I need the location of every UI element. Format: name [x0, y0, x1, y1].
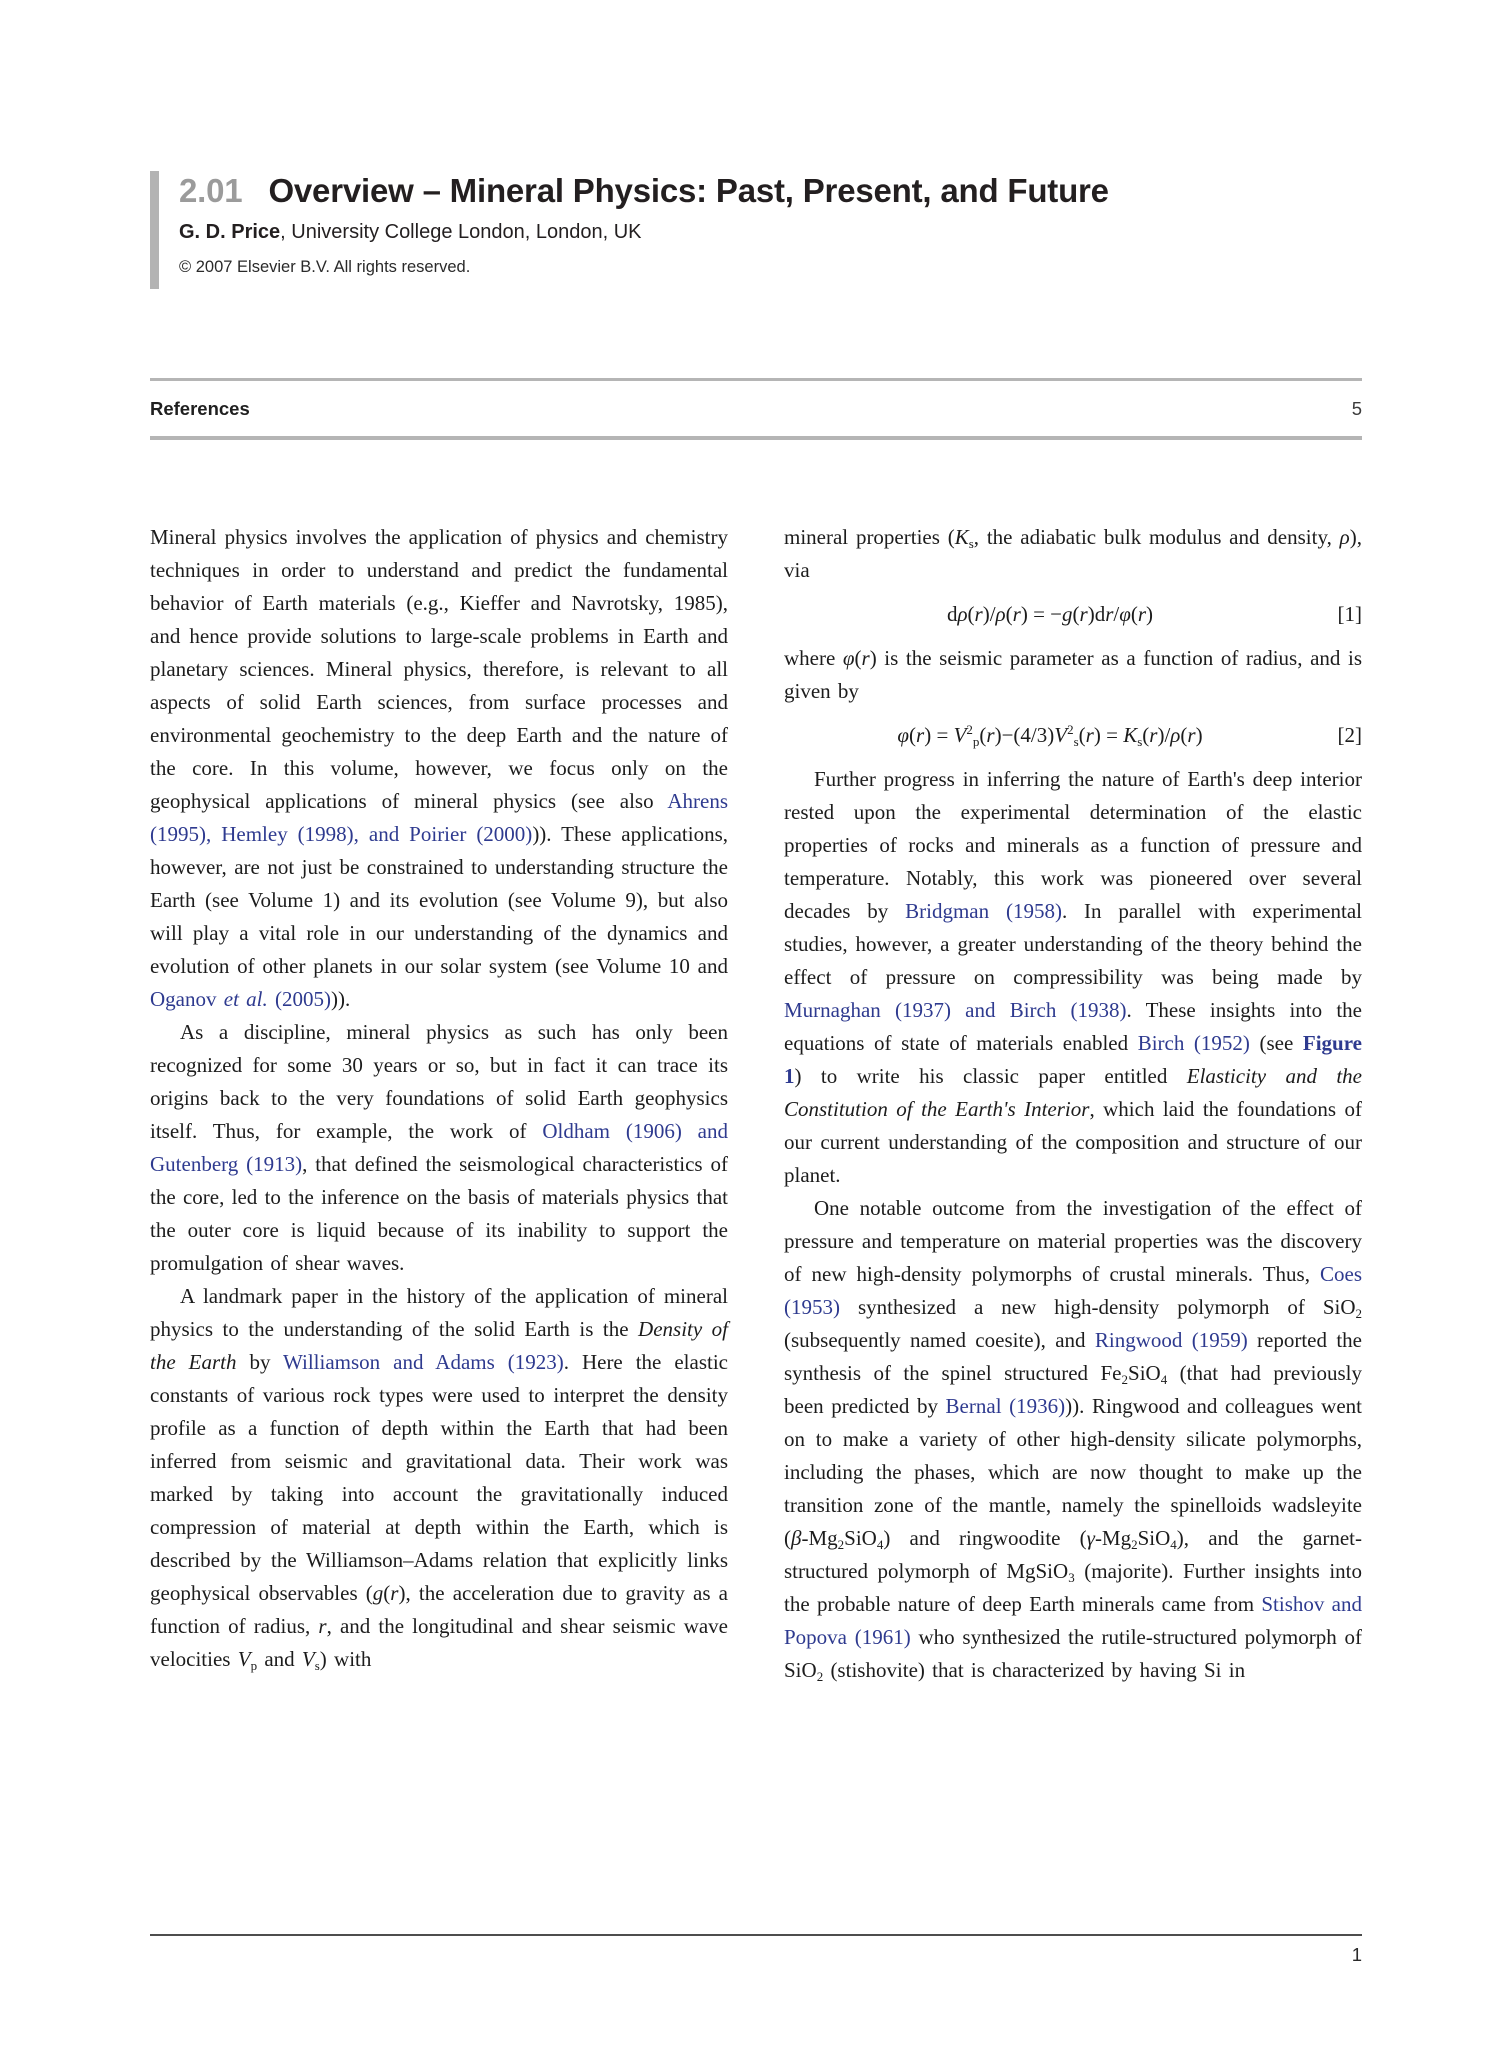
text-run: 2: [1121, 1372, 1129, 1387]
text-run: g: [372, 1581, 384, 1605]
text-run: d: [946, 602, 958, 626]
text-run: . These insights into the equations of state of materials enabled: [784, 998, 1362, 1055]
paragraph: [150, 1280, 728, 1676]
text-run: )).: [331, 987, 351, 1011]
right-column: [784, 521, 1362, 1687]
text-run: ): [1195, 723, 1203, 747]
footer-rule: [150, 1934, 1362, 1936]
text-run: r: [1187, 723, 1196, 747]
text-run: ), via: [784, 525, 1362, 582]
text-run: V: [237, 1647, 251, 1671]
text-run: SiO: [1137, 1526, 1171, 1550]
text-run: mineral properties (: [784, 525, 955, 549]
citation-link[interactable]: Oldham (1906) and Gutenberg (1913): [150, 1119, 728, 1176]
equation-number: [2]: [1337, 723, 1362, 747]
text-run: SiO: [1128, 1361, 1161, 1385]
text-run: , which laid the foundations of our current understanding of the composition and structure of our planet.: [784, 1097, 1362, 1187]
page-number: 1: [1351, 1944, 1362, 1965]
citation-link[interactable]: Williamson and Adams (1923): [283, 1350, 564, 1374]
text-run: (: [1078, 723, 1086, 747]
text-run: r: [986, 723, 995, 747]
text-run: s: [314, 1658, 320, 1673]
text-run: r: [1105, 602, 1114, 626]
text-run: ) with: [319, 1647, 372, 1671]
citation-link[interactable]: Murnaghan (1937) and Birch (1938): [784, 998, 1127, 1022]
equation-body: [784, 598, 1316, 631]
text-run: 2: [837, 1537, 845, 1552]
text-run: (stishovite) that is characterized by having Si in: [823, 1658, 1246, 1682]
citation-link[interactable]: Coes (1953): [784, 1262, 1362, 1319]
paragraph: [150, 1016, 728, 1280]
text-run: (subsequently named coesite), and: [784, 1328, 1095, 1352]
chapter-accent-bar: [150, 171, 159, 289]
text-run: 3: [1068, 1570, 1075, 1585]
text-run: who synthesized the rutile-structured polymorph of SiO: [784, 1625, 1362, 1682]
text-run: (see: [1249, 1031, 1303, 1055]
chapter-header-text: [159, 171, 1109, 289]
text-run: 4: [1170, 1537, 1177, 1552]
equation: [784, 719, 1362, 752]
text-run: 4: [1160, 1372, 1168, 1387]
text-run: ) =: [924, 723, 954, 747]
text-run: r: [1085, 723, 1094, 747]
text-run: ) to write his classic paper entitled: [794, 1064, 1187, 1088]
text-run: . Here the elastic constants of various rock types were used to interpret the density profile as a function of depth within the Earth that had been inferred from seismic and gravitational data. Their work was marked by taking into account the gravitationally induced compression of material at depth within the Earth, which is described by the Williamson–Adams relation that explicitly links geophysical observables (: [150, 1350, 728, 1605]
citation-link[interactable]: Ringwood (1959): [1094, 1328, 1248, 1352]
citation-link[interactable]: Ahrens (1995), Hemley (1998), and Poirier (2000): [150, 789, 728, 846]
text-run: One notable outcome from the investigation of the effect of pressure and temperature on material properties was the discovery of new high-density polymorphs of crustal minerals. Thus,: [784, 1196, 1362, 1286]
chapter-title-line: [179, 171, 1109, 211]
text-run: by: [236, 1350, 284, 1374]
text-run: K: [954, 525, 969, 549]
text-run: K: [1123, 723, 1138, 747]
text-run: , that defined the seismological characteristics of the core, led to the inference on the basis of materials physics that the outer core is liquid because of its inability to support the promulgation of shear waves.: [150, 1152, 728, 1275]
citation-link[interactable]: (2005): [267, 987, 331, 1011]
text-run: ) is the seismic parameter as a function of radius, and is given by: [784, 646, 1362, 703]
text-run: (: [909, 723, 917, 747]
text-run: ), the acceleration due to gravity as a function of radius,: [150, 1581, 728, 1638]
paragraph: [784, 642, 1362, 708]
text-run: 2: [1355, 1306, 1362, 1321]
text-run: where: [784, 646, 843, 670]
text-run: φ: [842, 646, 855, 670]
text-run: (: [1180, 723, 1188, 747]
text-run: Further progress in inferring the nature of Earth's deep interior rested upon the experimental determination of the elastic properties of rocks and minerals as a function of pressure and temperature. Notably, this work was pioneered over several decades by: [784, 767, 1362, 923]
copyright-line: © 2007 Elsevier B.V. All rights reserved.: [179, 257, 471, 276]
text-run: ρ: [995, 602, 1006, 626]
text-run: 2: [1067, 722, 1074, 737]
text-run: )). Ringwood and colleagues went on to make a variety of other high-density silicate polymorphs, including the phases, which are now thought to make up the transition zone of the mantle, namely the spinelloids wadsleyite (: [784, 1394, 1362, 1550]
text-run: r: [318, 1614, 327, 1638]
citation-link[interactable]: Birch (1952): [1137, 1031, 1250, 1055]
text-run: g: [1062, 602, 1073, 626]
text-run: φ: [897, 723, 910, 747]
text-run: r: [1079, 602, 1088, 626]
text-run: , the adiabatic bulk modulus and density,: [973, 525, 1340, 549]
author-line: [179, 221, 1109, 244]
text-run: )/: [1157, 723, 1171, 747]
text-run: r: [1149, 723, 1158, 747]
text-run: Elasticity and the Constitution of the Earth's Interior: [784, 1064, 1362, 1121]
text-run: (: [383, 1581, 391, 1605]
paragraph: [784, 1192, 1362, 1687]
text-run: (: [1142, 723, 1150, 747]
text-run: V: [301, 1647, 315, 1671]
text-run: p: [972, 734, 980, 749]
text-run: γ: [1086, 1526, 1095, 1550]
equation-number: [1]: [1337, 602, 1362, 626]
text-run: ): [1146, 602, 1154, 626]
text-run: Density of the Earth: [150, 1317, 729, 1374]
citation-link[interactable]: Stishov and Popova (1961): [784, 1592, 1363, 1649]
text-run: r: [974, 602, 983, 626]
text-run: . In parallel with experimental studies, however, a greater understanding of the theory behind the effect of pressure on compressibility was being made by: [784, 899, 1362, 989]
text-run: r: [1137, 602, 1147, 626]
equation: [784, 598, 1362, 631]
text-run: )). These applications, however, are not just be constrained to understanding structure the Earth (see Volume 1) and its evolution (see Volume 9), but also will play a vital role in our understanding of the dynamics and evolution of other planets in our solar system (see Volume 10 and: [150, 822, 728, 978]
text-run: )d: [1087, 602, 1106, 626]
chapter-header: [150, 171, 1362, 289]
citation-link[interactable]: Bridgman (1958): [905, 899, 1062, 923]
text-run: ) =: [1093, 723, 1124, 747]
page-footer: [150, 1934, 1362, 1966]
text-run: φ: [1119, 602, 1131, 626]
paragraph: [784, 763, 1362, 1192]
figure-link[interactable]: Figure 1: [784, 1031, 1362, 1088]
text-run: , and the longitudinal and shear seismic wave velocities: [150, 1614, 728, 1671]
text-run: r: [1012, 602, 1021, 626]
text-run: (: [1072, 602, 1080, 626]
text-run: )−(4/3): [994, 723, 1055, 747]
text-run: (: [1130, 602, 1138, 626]
author-affiliation: , University College London, London, UK: [280, 220, 642, 243]
text-run: )/: [982, 602, 996, 626]
page-title: Overview – Mineral Physics: Past, Present, and Future: [268, 172, 1109, 209]
equation-body: [784, 719, 1316, 752]
text-run: A landmark paper in the history of the application of mineral physics to the understanding of the solid Earth is the: [150, 1284, 728, 1341]
text-run: ), and the garnet-structured polymorph of MgSiO: [784, 1526, 1363, 1583]
text-run: r: [916, 723, 925, 747]
text-run: (: [1005, 602, 1013, 626]
text-run: V: [953, 723, 967, 747]
text-run: r: [861, 646, 870, 670]
citation-link[interactable]: Bernal (1936): [945, 1394, 1066, 1418]
paragraph: [150, 521, 728, 1016]
text-run: 2: [1131, 1537, 1138, 1552]
text-run: (: [979, 723, 987, 747]
text-run: β: [791, 1526, 802, 1550]
toc-entry-page-number: 5: [1351, 397, 1362, 419]
text-run: 2: [816, 1669, 824, 1684]
text-run: p: [250, 1658, 258, 1673]
text-run: synthesized a new high-density polymorph of SiO: [840, 1295, 1356, 1319]
text-run: V: [1054, 723, 1068, 747]
text-run: (: [854, 646, 862, 670]
text-run: 2: [966, 722, 973, 737]
text-run: r: [390, 1581, 399, 1605]
paragraph: [784, 521, 1362, 587]
text-run: (majorite). Further insights into the probable nature of deep Earth minerals came from: [784, 1559, 1363, 1616]
text-run: SiO: [844, 1526, 877, 1550]
text-run: -Mg: [801, 1526, 838, 1550]
text-run: s: [1137, 734, 1143, 749]
text-run: (that had previously been predicted by: [784, 1361, 1362, 1418]
text-run: ρ: [1170, 723, 1181, 747]
text-run: /: [1113, 602, 1120, 626]
text-run: ) and ringwoodite (: [883, 1526, 1087, 1550]
author-name: G. D. Price: [179, 220, 281, 243]
contents-entry-row[interactable]: [150, 378, 1362, 440]
text-run: -Mg: [1094, 1526, 1132, 1550]
citation-link[interactable]: et al.: [223, 987, 268, 1011]
text-run: and: [257, 1647, 302, 1671]
text-run: s: [1073, 734, 1079, 749]
text-run: As a discipline, mineral physics as such has only been recognized for some 30 years or so, but in fact it can trace its origins back to the very foundations of solid Earth geophysics itself. Thus, for example, the work of: [150, 1020, 728, 1143]
text-run: (: [967, 602, 975, 626]
toc-entry-references[interactable]: References: [150, 397, 250, 419]
chapter-number: 2.01: [179, 172, 243, 209]
text-run: Mineral physics involves the application of physics and chemistry techniques in order to understand and predict the fundamental behavior of Earth materials (e.g., Kieffer and Navrotsky, 1985), and hence provide solutions to large-scale problems in Earth and planetary sciences. Mineral physics, therefore, is relevant to all aspects of solid Earth sciences, from surface processes and environmental geochemistry to the deep Earth and the nature of the core. In this volume, however, we focus only on the geophysical applications of mineral physics (see also: [150, 525, 728, 813]
text-run: 4: [876, 1537, 884, 1552]
left-column: [150, 521, 728, 1676]
citation-link[interactable]: Oganov: [150, 987, 224, 1011]
text-run: reported the synthesis of the spinel structured Fe: [784, 1328, 1362, 1385]
text-run: ) = −: [1020, 602, 1063, 626]
text-run: s: [968, 536, 974, 551]
text-run: ρ: [1339, 525, 1350, 549]
text-run: ρ: [957, 602, 968, 626]
